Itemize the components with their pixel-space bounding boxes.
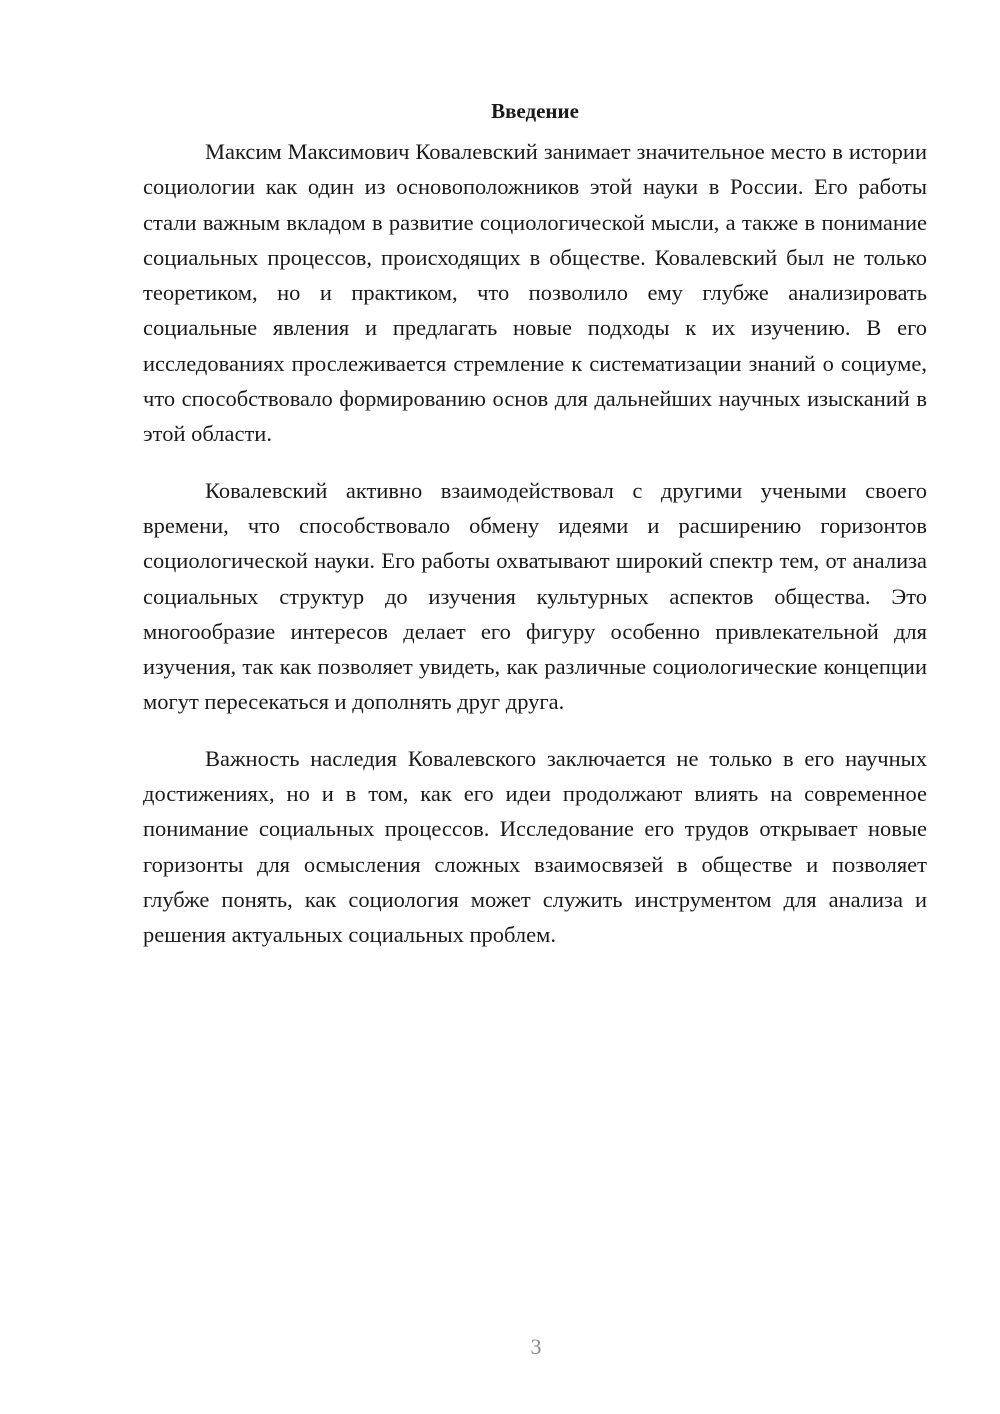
section-title: Введение bbox=[491, 99, 579, 123]
paragraph-2: Ковалевский активно взаимодействовал с другими учеными своего времени, что способствовало обмену идеями и расширению горизонтов социологической науки. Его работы охватывают широкий спектр тем, от анализа социальных структур до изучения культурных аспектов общества. Это многообразие интересов делает его фигуру особенно привлекательной для изучения, так как позволяет увидеть, как различные социологические концепции могут пересекаться и дополнять друг друга. bbox=[143, 477, 927, 715]
page-content bbox=[143, 96, 927, 953]
page-number: 3 bbox=[530, 1334, 542, 1359]
paragraph-1: Максим Максимович Ковалевский занимает значительное место в истории социологии как один из основоположников этой науки в России. Его работы стали важным вкладом в развитие социологической мысли, а также в понимание социальных процессов, происходящих в обществе. Ковалевский был не только теоретиком, но и практиком, что позволило ему глубже анализировать социальные явления и предлагать новые подходы к их изучению. В его исследованиях прослеживается стремление к систематизации знаний о социуме, что способствовало формированию основ для дальнейших научных изысканий в этой области. bbox=[143, 139, 927, 447]
paragraph-3: Важность наследия Ковалевского заключается не только в его научных достижениях, но и в том, как его идеи продолжают влиять на современное понимание социальных процессов. Исследование его трудов открывает новые горизонты для осмысления сложных взаимосвязей в обществе и позволяет глубже понять, как социология может служить инструментом для анализа и решения актуальных социальных проблем. bbox=[143, 745, 927, 948]
